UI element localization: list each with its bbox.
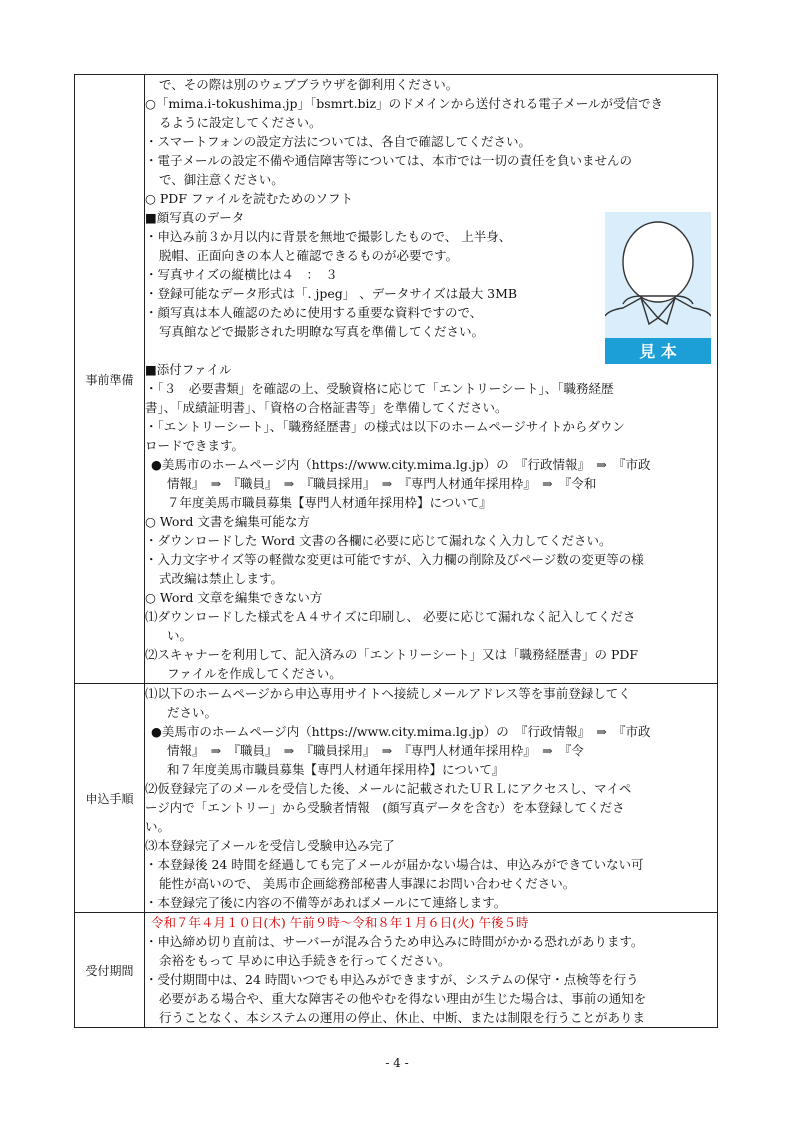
text-line: 能性が高いので、 美馬市企画総務部秘書人事課にお問い合わせください。 bbox=[159, 876, 576, 891]
text-line: ⑴ダウンロードした様式をＡ４サイズに印刷し、 必要に応じて漏れなく記入してくださ bbox=[145, 609, 636, 624]
text-line: い。 bbox=[167, 628, 193, 643]
text-line: ださい。 bbox=[167, 705, 218, 720]
text-line: ・写真サイズの縦横比は４ ： ３ bbox=[145, 267, 338, 282]
text-line: で、その際は別のウェブブラウザを御利用ください。 bbox=[159, 77, 459, 92]
text-line: ○ Word 文章を編集できない方 bbox=[145, 590, 323, 605]
sample-label: 見 本 bbox=[639, 342, 677, 361]
text-line: ・顔写真は本人確認のために使用する重要な資料ですので、 bbox=[145, 305, 483, 320]
text-line: ７年度美馬市職員募集【専門人材通年採用枠】について』 bbox=[167, 495, 492, 510]
text-line: ・申込締め切り直前は、サーバーが混み合うため申込みに時間がかかる恐れがあります。 bbox=[145, 934, 644, 949]
content-procedure bbox=[145, 684, 718, 913]
text-line: ・「エントリーシート」、「職務経歴書」の様式は以下のホームページサイトからダウン bbox=[145, 419, 625, 434]
page-number: - 4 - bbox=[385, 1056, 409, 1070]
text-line: ージ内で「エントリー」から受験者情報 (顔写真データを含む）を本登録してくださ bbox=[145, 800, 625, 815]
content-acceptance-period bbox=[145, 913, 718, 1028]
row-procedure bbox=[75, 684, 718, 913]
text-line: るように設定してください。 bbox=[159, 115, 322, 130]
document-table bbox=[74, 74, 718, 1028]
content-preparation bbox=[145, 75, 718, 684]
text-line: 和７年度美馬市職員募集【専門人材通年採用枠】について』 bbox=[167, 762, 505, 777]
text-line: 写真館などで撮影された明瞭な写真を準備してください。 bbox=[159, 324, 485, 339]
text-line: ⑶本登録完了メールを受信し受験申込み完了 bbox=[145, 838, 395, 853]
text-line: 情報』 ⇒ 『職員』 ⇒ 『職員採用』 ⇒ 『専門人材通年採用枠』 ⇒ 『令和 bbox=[167, 476, 597, 491]
text-line: 式改編は禁止します。 bbox=[159, 571, 284, 586]
text-line: 必要がある場合や、重大な障害その他やむを得ない理由が生じた場合は、事前の通知を bbox=[159, 991, 647, 1006]
text-line: ○「mima.i-tokushima.jp」「bsmrt.biz」のドメインから送付される電子メールが受信でき bbox=[145, 96, 664, 111]
text-line: ■添付ファイル bbox=[145, 362, 232, 377]
sample-photo bbox=[605, 212, 711, 364]
row-acceptance-period bbox=[75, 913, 718, 1028]
text-line: ⑵仮登録完了のメールを受信した後、メールに記載されたＵＲＬにアクセスし、マイペ bbox=[145, 781, 632, 796]
text-line: ・本登録後 24 時間を経過しても完了メールが届かない場合は、申込みができていない可 bbox=[145, 857, 644, 872]
text-line: ・本登録完了後に内容の不備等があればメールにて連絡します。 bbox=[145, 895, 507, 910]
text-line: で、御注意ください。 bbox=[159, 172, 284, 187]
text-line: 余裕をもって 早めに申込手続きを行ってください。 bbox=[159, 953, 451, 968]
text-line: 書」、「成績証明書」、「資格の合格証書等」を準備してください。 bbox=[145, 400, 508, 415]
text-line: ●美馬市のホームページ内（https://www.city.mima.lg.jp）の 『行政情報』 ⇒ 『市政 bbox=[151, 457, 651, 472]
text-line: ●美馬市のホームページ内（https://www.city.mima.lg.jp）の 『行政情報』 ⇒ 『市政 bbox=[151, 724, 651, 739]
text-line: 情報』 ⇒ 『職員』 ⇒ 『職員採用』 ⇒ 『専門人材通年採用枠』 ⇒ 『令 bbox=[167, 743, 584, 758]
label-preparation: 事前準備 bbox=[75, 75, 145, 684]
text-line: ロードできます。 bbox=[145, 438, 245, 453]
text-line: ファイルを作成してください。 bbox=[167, 666, 342, 681]
text-line: ⑵スキャナーを利用して、記入済みの「エントリーシート」又は「職務経歴書」の PDF bbox=[145, 647, 639, 662]
text-line: 脱帽、正面向きの本人と確認できるものが必要です。 bbox=[159, 248, 459, 263]
period-text: 令和７年４月１０日(木) 午前９時～令和８年１月６日(火) 午後５時 bbox=[151, 915, 529, 930]
text-line: ・スマートフォンの設定方法については、各自で確認してください。 bbox=[145, 134, 532, 149]
text-line: ・登録可能なデータ形式は「. jpeg」 、データサイズは最大 3MB bbox=[145, 286, 518, 301]
text-line: 行うことなく、本システムの運用の停止、休止、中断、または制限を行うことがありま bbox=[159, 1010, 646, 1025]
text-line: い。 bbox=[145, 819, 171, 834]
text-line: ○ PDF ファイルを読むためのソフト bbox=[145, 191, 353, 206]
label-procedure: 申込手順 bbox=[75, 684, 145, 913]
photo-section bbox=[145, 208, 717, 360]
row-preparation bbox=[75, 75, 718, 684]
text-line: ・電子メールの設定不備や通信障害等については、本市では一切の責任を負いませんの bbox=[145, 153, 633, 168]
text-line: ・「３ 必要書類」を確認の上、受験資格に応じて「エントリーシート」、「職務経歴 bbox=[145, 381, 614, 396]
text-line: ○ Word 文書を編集可能な方 bbox=[145, 514, 310, 529]
text-line: ・申込み前３か月以内に背景を無地で撮影したもので、 上半身、 bbox=[145, 229, 512, 244]
text-line: ・ダウンロードした Word 文書の各欄に必要に応じて漏れなく入力してください。 bbox=[145, 533, 612, 548]
text-line: ・入力文字サイズ等の軽微な変更は可能ですが、入力欄の削除及びページ数の変更等の様 bbox=[145, 552, 644, 567]
photo-heading: ■顔写真のデータ bbox=[145, 210, 245, 225]
text-line: ・受付期間中は、24 時間いつでも申込みができますが、システムの保守・点検等を行う bbox=[145, 972, 639, 987]
label-acceptance-period: 受付期間 bbox=[75, 913, 145, 1028]
text-line: ⑴以下のホームページから申込専用サイトへ接続しメールアドレス等を事前登録してく bbox=[145, 686, 631, 701]
